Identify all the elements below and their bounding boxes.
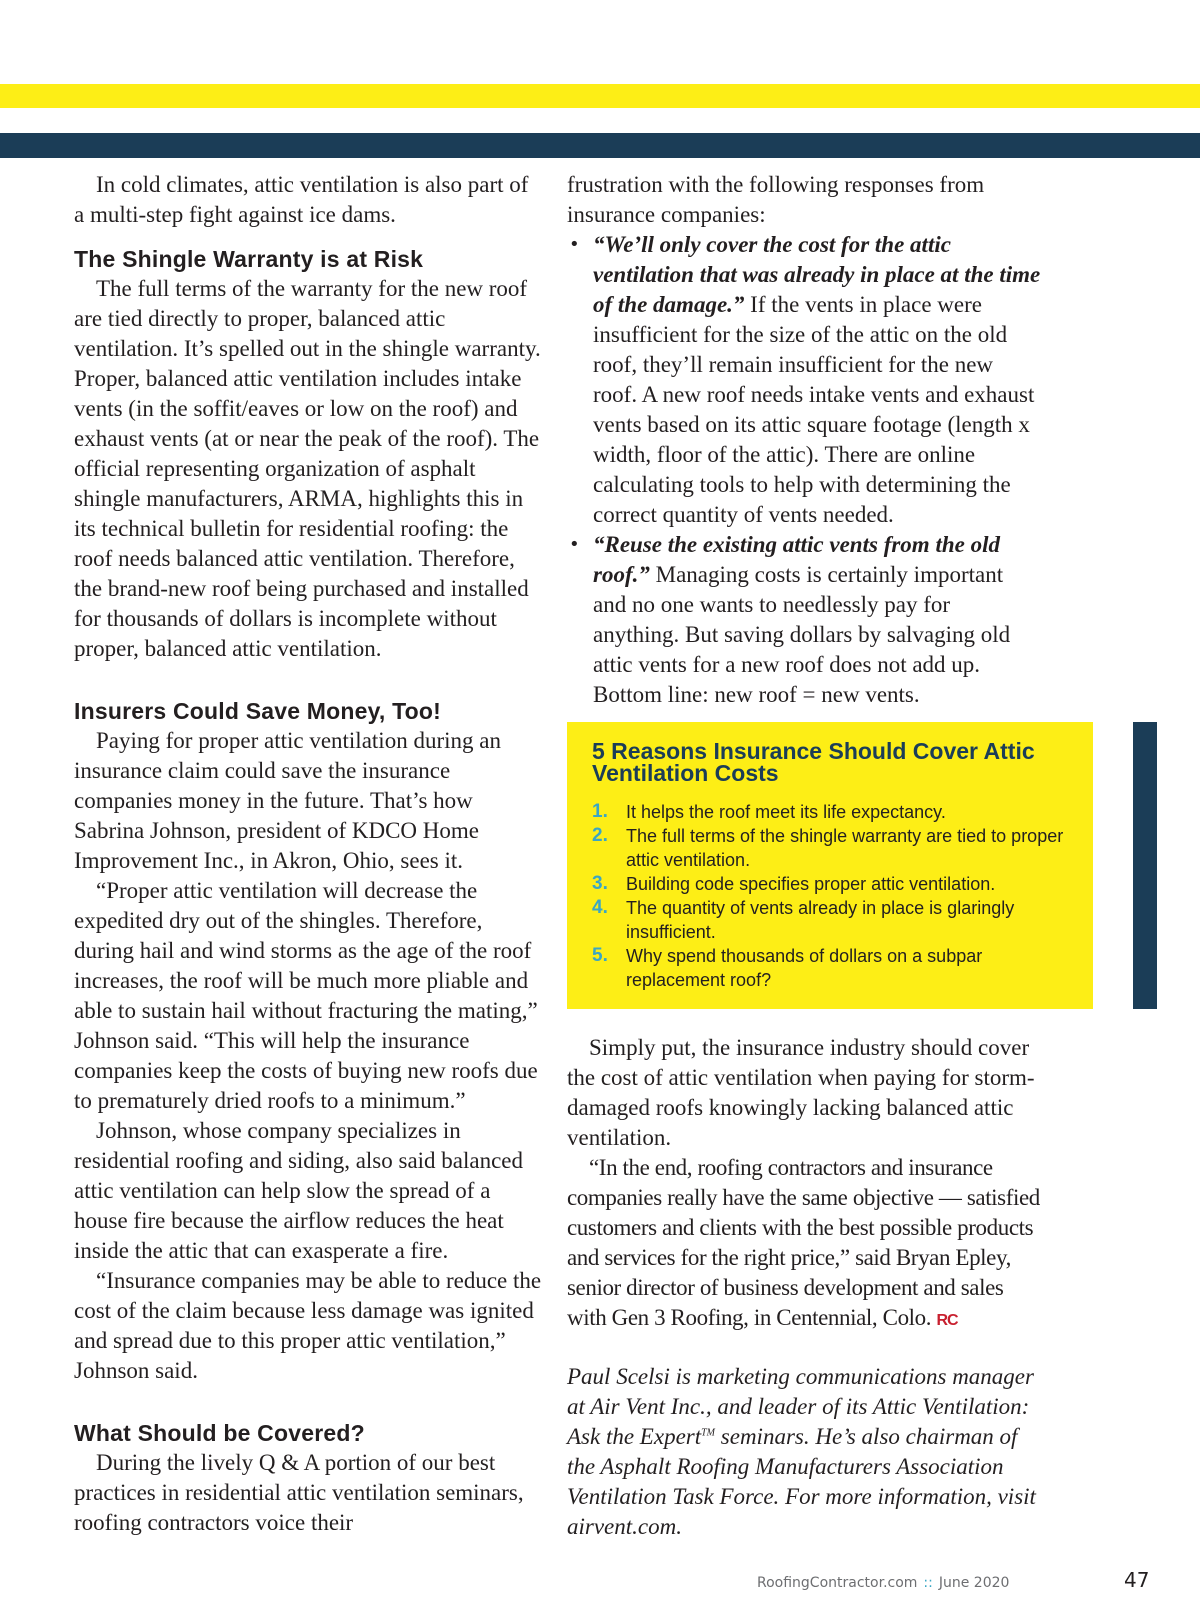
heading-shingle-warranty: The Shingle Warranty is at Risk <box>74 246 424 272</box>
reasons-sidebar <box>567 722 1093 1009</box>
warranty-paragraph: The full terms of the warranty for the new roof are tied directly to proper, balanced attic ventilation. It’s spelled out in the shingle warranty. Proper, balanced attic ventilation includes intake vents (in the soffit/eaves or low on the roof) and exhaust vents (at or near the peak of the roof). The official representing organization of asphalt shingle manufacturers, ARMA, highlights this in its technical bulletin for residential roofing: the roof needs balanced attic ventilation. Therefore, the brand-new roof being purchased and installed for thousands of dollars is incomplete without proper, balanced attic ventilation. <box>74 276 541 661</box>
reasons-list <box>592 800 1069 992</box>
sidebar-title: 5 Reasons Insurance Should Cover Attic Ventilation Costs <box>592 738 1035 786</box>
footer-site: RoofingContractor.com <box>757 1575 918 1591</box>
footer-separator: :: <box>923 1575 933 1591</box>
insurers-paragraph-2: “Proper attic ventilation will decrease the expedited dry out of the shingles. Therefore, during hail and wind storms as the age of the roof increases, the roof will be much more pliable and able to sustain hail without fracturing the mating,” Johnson said. “This will help the insurance companies keep the costs of buying new roofs due to prematurely dried roofs to a minimum.” <box>74 878 538 1113</box>
list-item: 4. The quantity of vents already in place is glaringly insufficient. <box>592 897 1015 942</box>
conclusion-paragraph-1: Simply put, the insurance industry should cover the cost of attic ventilation when paying for storm-damaged roofs knowingly lacking balanced attic ventilation. <box>567 1035 1035 1150</box>
sidebar-accent-bar <box>1133 722 1157 1009</box>
rc-end-mark: RC <box>936 1312 958 1329</box>
insurer-responses-list <box>567 230 1041 710</box>
continued-paragraph: frustration with the following responses from insurance companies: <box>567 172 985 227</box>
covered-paragraph: During the lively Q & A portion of our best practices in residential attic ventilation seminars, roofing contractors voice their <box>74 1450 524 1535</box>
bullet-text: Managing costs is certainly important and no one wants to needlessly pay for anything. But saving dollars by salvaging old attic vents for a new roof does not add up. Bottom line: new roof = new vents. <box>593 562 1011 707</box>
right-column-lower <box>567 1033 1041 1542</box>
list-item: 5. Why spend thousands of dollars on a subpar replacement roof? <box>592 945 983 990</box>
list-item: 2. The full terms of the shingle warranty are tied to proper attic ventilation. <box>592 825 1064 870</box>
footer-credit <box>757 1575 1009 1591</box>
heading-insurers-save: Insurers Could Save Money, Too! <box>74 698 442 724</box>
list-item: • “Reuse the existing attic vents from the old roof.” Managing costs is certainly important and no one wants to needlessly pay for anything. But saving dollars by salvaging old attic vents for a new roof does not add up. Bottom line: new roof = new vents. <box>569 532 1011 707</box>
left-column <box>74 170 544 1538</box>
header-navy-band <box>0 133 1200 158</box>
list-item: • “We’ll only cover the cost for the attic ventilation that was already in place at the time of the damage.” If the vents in place were insufficient for the size of the attic on the old roof, they’ll remain insufficient for the new roof. A new roof needs intake vents and exhaust vents based on its attic square footage (length x width, floor of the attic). There are online calculating tools to help with determining the correct quantity of vents needed. <box>569 232 1041 527</box>
bullet-quote: “Reuse the existing attic vents from the old roof.” <box>593 532 1000 587</box>
insurers-paragraph-1: Paying for proper attic ventilation during an insurance claim could save the insurance companies money in the future. That’s how Sabrina Johnson, president of KDCO Home Improvement Inc., in Akron, Ohio, sees it. <box>74 728 501 873</box>
conclusion-paragraph-2: “In the end, roofing contractors and insurance companies really have the same objective — satisfied customers and clients with the best possible products and services for the right price,” said Bryan Epley, senior director of business development and sales with Gen 3 Roofing, in Centennial, Colo. RC <box>567 1155 1040 1330</box>
page-number: 47 <box>1124 1568 1150 1592</box>
list-item: 3. Building code specifies proper attic ventilation. <box>592 873 996 894</box>
right-column <box>567 170 1041 710</box>
author-bio: Paul Scelsi is marketing communications manager at Air Vent Inc., and leader of its Attic Ventilation: Ask the Expert™ seminars. He’s also chairman of the Asphalt Roofing Manufacturers Association Ventilation Task Force. For more information, visit airvent.com. <box>567 1364 1036 1539</box>
header-yellow-band <box>0 84 1200 108</box>
bullet-text: If the vents in place were insufficient for the size of the attic on the old roof, they’ll remain insufficient for the new roof. A new roof needs intake vents and exhaust vents based on its attic square footage (length x width, floor of the attic). There are online calculating tools to help with determining the correct quantity of vents needed. <box>593 292 1035 527</box>
footer-date: June 2020 <box>938 1575 1010 1591</box>
insurers-paragraph-4: “Insurance companies may be able to reduce the cost of the claim because less damage was ignited and spread due to this proper attic ventilation,” Johnson said. <box>74 1268 542 1383</box>
trademark-symbol: TM <box>701 1427 716 1439</box>
heading-what-covered: What Should be Covered? <box>74 1420 365 1446</box>
bullet-quote: “We’ll only cover the cost for the attic ventilation that was already in place at the time of the damage.” <box>593 232 1041 317</box>
list-item: 1. It helps the roof meet its life expectancy. <box>592 801 946 822</box>
intro-paragraph: In cold climates, attic ventilation is also part of a multi-step fight against ice dams. <box>74 172 529 227</box>
insurers-paragraph-3: Johnson, whose company specializes in residential roofing and siding, also said balanced attic ventilation can help slow the spread of a house fire because the airflow reduces the heat inside the attic that can exasperate a fire. <box>74 1118 524 1263</box>
